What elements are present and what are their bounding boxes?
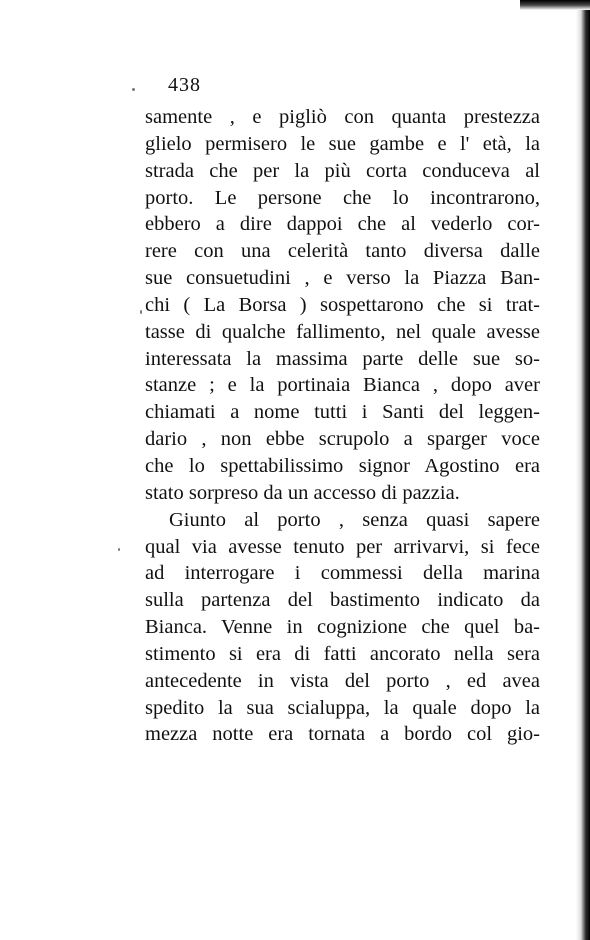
page-edge-shadow [576,0,590,940]
text-line: ebbero a dire dappoi che al vederlo cor- [145,213,540,236]
text-line: stimento si era di fatti ancorato nella sera [145,642,540,665]
text-line: Bianca. Venne in cognizione che quel ba- [145,616,540,639]
text-line: che lo spettabilissimo signor Agostino era [145,454,540,477]
text-line: ad interrogare i commessi della marina [145,562,540,585]
text-line: sulla partenza del bastimento indicato da [145,589,540,612]
text-line: spedito la sua scialuppa, la quale dopo la [145,696,540,719]
text-line: samente , e pigliò con quanta prestezza [145,106,540,128]
text-line: interessata la massima parte delle sue so- [145,347,540,370]
scan-speck [132,88,135,91]
page-number: 438 [168,74,201,96]
scan-speck [118,548,120,551]
text-line: strada che per la più corta conduceva al [145,159,540,182]
text-line: sue consuetudini , e verso la Piazza Ban- [145,267,540,290]
text-line: chi ( La Borsa ) sospettarono che si trat- [145,293,540,316]
page-corner-shadow [520,0,590,10]
text-line: dario , non ebbe scrupolo a sparger voce [145,428,540,451]
text-line: tasse di qualche fallimento, nel quale avesse [145,320,540,343]
body-text [145,104,540,748]
text-line: stanze ; e la portinaia Bianca , dopo aver [145,374,540,397]
text-line: porto. Le persone che lo incontrarono, [145,186,540,209]
text-line: qual via avesse tenuto per arrivarvi, si fece [145,535,540,558]
text-line: mezza notte era tornata a bordo col gio- [145,723,540,746]
text-line: glielo permisero le sue gambe e l' età, la [145,132,540,155]
text-line: rere con una celerità tanto diversa dalle [145,240,540,263]
scan-speck [140,310,142,314]
text-line: chiamati a nome tutti i Santi del leggen- [145,401,540,424]
paragraph-start-line: Giunto al porto , senza quasi sapere [169,508,540,531]
paragraph-end-line: stato sorpreso da un accesso di pazzia. [145,481,460,504]
text-line: antecedente in vista del porto , ed avea [145,669,540,692]
